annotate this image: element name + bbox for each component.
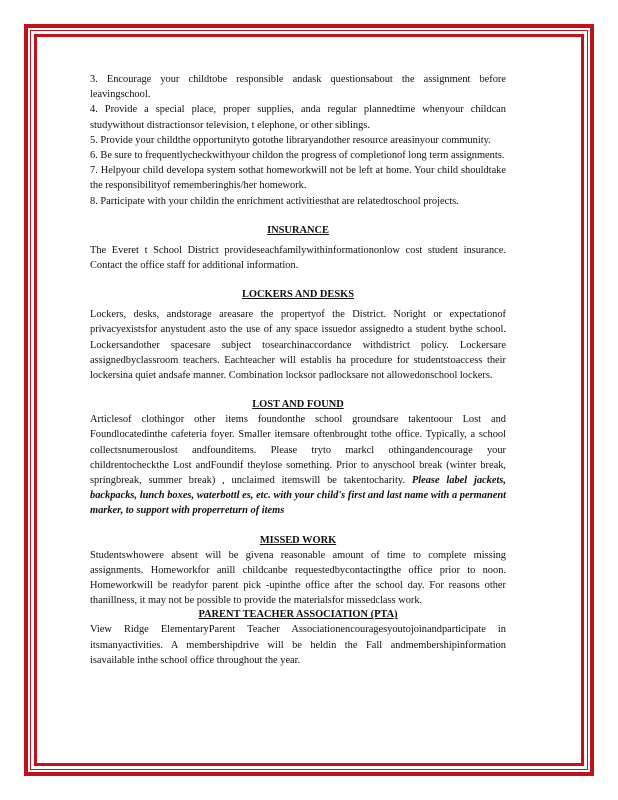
insurance-heading: INSURANCE (267, 224, 329, 236)
missed-work-body: Studentswhowere absent will be givena reasonable amount of time to complete missing assignments. Homeworkfor anill childcanbe requestedbycontactingthe office prior to noon. Homeworkwill be readyfor parent pick -upinthe office after the school day. For reasons other thanillness, it may not be possible to provide the materialsfor missedclass work. (90, 549, 506, 607)
tip-4: 4. Provide a special place, proper supplies, anda regular plannedtime whenyour childcan studywithout distractionsor television, t elephone, or other siblings. (90, 104, 506, 131)
insurance-body: The Everet t School District provideseachfamilywithinformationonlow cost student insurance. Contact the office staff for additional information. (90, 244, 506, 272)
lockers-body: Lockers, desks, andstorage areasare the propertyof the District. Noright or expectationof privacyexistsfor anystudent asto the use of any space issuedor assignedto a student bythe school. Lockersandother spacesare subject tosearchinaccordance withdistrict policy. Lockersare assignedbyclassroom teachers. Eachteacher will establis ha procedure for studentstoaccess their lockersina quiet andsafe manner. Combination locksor padlocksare not allowedonschool lockers. (90, 309, 506, 382)
tip-3: 3. Encourage your childtobe responsible andask questionsabout the assignment before leavingschool. (90, 74, 506, 101)
lost-found-heading: LOST AND FOUND (252, 399, 344, 411)
tip-5: 5. Provide your childthe opportunityto gotothe libraryandother resource areasinyour community. (90, 134, 491, 146)
tip-8: 8. Participate with your childin the enrichment activitiesthat are relatedtoschool projects. (90, 195, 459, 207)
tip-6: 6. Be sure to frequentlycheckwithyour childon the progress of completionof long term assignments. (90, 150, 505, 162)
lost-found-emphasis: Please label jackets, backpacks, lunch boxes, waterbottl es, etc. with your child's first and last name with a permanent marker, to support with properreturn of items (90, 475, 506, 517)
lost-found-body (90, 412, 506, 518)
lockers-heading: LOCKERS AND DESKS (241, 289, 355, 301)
pta-heading: PARENT TEACHER ASSOCIATION (PTA) (198, 609, 398, 621)
tip-7: 7. Helpyour child developa system sothat homeworkwill not be left at home. Your child shouldtake the responsibilityof rememberinghis/her homework. (90, 165, 506, 192)
pta-body: View Ridge ElementaryParent Teacher Associationencouragesyoutojoinandparticipate in itsmanyactivities. A membershipdrive will be heldin the Fall andmembershipinformation isavailable inthe school office throughout the year. (90, 624, 506, 666)
page-content (90, 72, 506, 668)
lost-found-text: Articlesof clothingor other items foundonthe school groundsare takentoour Lost and Foundlocatedinthe cafeteria foyer. Smaller itemsare oftenbrought tothe office. Typically, a school collectsnumerouslost andfounditems. Please tryto markcl othingandencourage your childrentocheckthe Lost andFoundif theylose something. Prior to anyschool break (winter break, springbreak, summer break) , unclaimed itemswill be takentocharity. (90, 414, 506, 487)
missed-work-heading: MISSED WORK (259, 534, 337, 546)
